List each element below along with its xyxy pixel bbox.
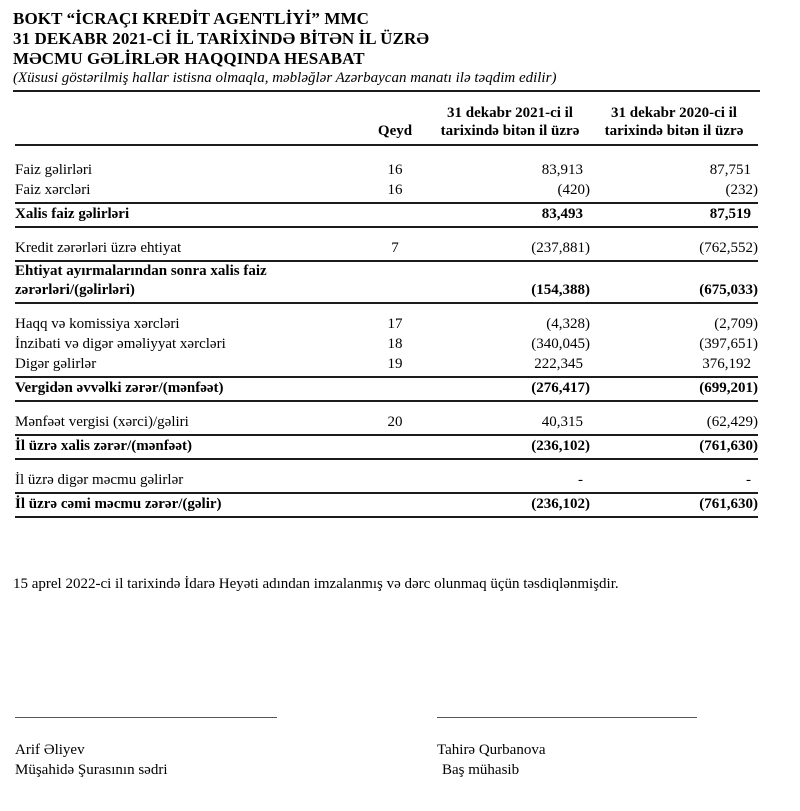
table-row [15,262,758,300]
table-row [15,334,758,354]
row-label: Haqq və komissiya xərcləri [15,316,180,332]
row-label: Digər gəlirlər [15,356,97,372]
header-2021-line1: 31 dekabr 2021-ci il [447,105,573,121]
reporting-period: 31 DEKABR 2021-Cİ İL TARİXİNDƏ BİTƏN İL ÜZRƏ [13,29,429,48]
row-spacer [15,402,758,412]
header-2020-line1: 31 dekabr 2020-ci il [611,105,737,121]
currency-note: (Xüsusi göstərilmiş hallar istisna olmaqla, məbləğlər Azərbaycan manatı ilə təqdim edilir) [13,70,557,86]
table-row [15,436,758,456]
signature-line [15,717,277,718]
header-2020-line2: tarixində bitən il üzrə [604,123,744,139]
row-note: 20 [387,414,403,430]
value-2020: - [746,472,751,488]
table-row [15,238,758,258]
header-note-column: Qeyd [377,123,413,139]
value-2021: (276,417) [531,380,590,396]
row-label: İl üzrə digər məcmu gəlirlər [15,472,184,488]
value-2021: (154,388) [531,282,590,298]
signature-section [0,717,800,780]
value-2021: (420) [557,182,590,198]
value-2021: 222,345 [534,356,583,372]
row-spacer [15,304,758,314]
row-label: İnzibati və digər əməliyyat xərcləri [15,336,226,352]
table-row [15,470,758,490]
company-name: BOKT “İCRAÇI KREDİT AGENTLİYİ” MMC [13,9,370,28]
row-label: Kredit zərərləri üzrə ehtiyat [15,240,182,256]
row-label: Vergidən əvvəlki zərər/(mənfəət) [15,380,224,396]
row-note: 17 [387,316,403,332]
approval-statement: 15 aprel 2022-ci il tarixində İdarə Heyəti adından imzalanmış və dərc olunmaq üçün təsdiqlənmişdir. [13,576,619,592]
value-2021: (236,102) [531,438,590,454]
value-2020: (761,630) [699,438,758,454]
row-note: 18 [387,336,403,352]
row-label: Faiz xərcləri [15,182,91,198]
signature-line [437,717,697,718]
statement-table [15,104,758,518]
document-header [0,0,800,88]
row-label: Xalis faiz gəlirləri [15,206,130,222]
table-row [15,378,758,398]
value-2020: 87,751 [709,162,751,178]
signatory-right [437,717,697,780]
row-note: 19 [387,356,403,372]
value-2020: (761,630) [699,496,758,512]
value-2020: (675,033) [699,282,758,298]
table-body [15,146,758,518]
row-note: 7 [391,240,399,256]
table-row [15,494,758,514]
value-2021: (237,881) [531,240,590,256]
row-spacer [15,228,758,238]
table-row [15,354,758,374]
value-2021: (236,102) [531,496,590,512]
row-note: 16 [387,162,403,178]
header-divider [13,90,760,92]
value-2021: 83,913 [541,162,583,178]
value-2020: 376,192 [702,356,751,372]
row-label: İl üzrə xalis zərər/(mənfəət) [15,438,192,454]
signatory-name: Tahirə Qurbanova [437,742,546,758]
table-row [15,180,758,200]
row-spacer [15,460,758,470]
value-2020: (397,651) [699,336,758,352]
value-2020: 87,519 [709,206,751,222]
signatory-title: Baş mühasib [442,762,520,778]
row-label: Faiz gəlirləri [15,162,93,178]
value-2020: (2,709) [714,316,758,332]
table-row [15,314,758,334]
header-2020-column [590,104,758,140]
signatory-title: Müşahidə Şurasının sədri [15,762,168,778]
signatory-left [15,717,277,780]
row-label: Ehtiyat ayırmalarından sonra xalis faiz zərərləri/(gəlirləri) [15,263,267,298]
value-2021: (4,328) [546,316,590,332]
table-rule [15,516,758,518]
header-2021-column [430,104,590,140]
signatory-name: Arif Əliyev [15,742,85,758]
header-2021-line2: tarixində bitən il üzrə [440,123,580,139]
table-row [15,160,758,180]
table-header-row [15,104,758,140]
row-note: 16 [387,182,403,198]
value-2021: - [578,472,583,488]
value-2021: (340,045) [531,336,590,352]
value-2020: (699,201) [699,380,758,396]
value-2021: 40,315 [541,414,583,430]
statement-title: MƏCMU GƏLİRLƏR HAQQINDA HESABAT [13,49,365,68]
value-2021: 83,493 [541,206,583,222]
table-row [15,412,758,432]
row-label: Mənfəət vergisi (xərci)/gəliri [15,414,189,430]
value-2020: (762,552) [699,240,758,256]
value-2020: (62,429) [706,414,758,430]
value-2020: (232) [725,182,758,198]
table-row [15,204,758,224]
row-label: İl üzrə cəmi məcmu zərər/(gəlir) [15,496,222,512]
